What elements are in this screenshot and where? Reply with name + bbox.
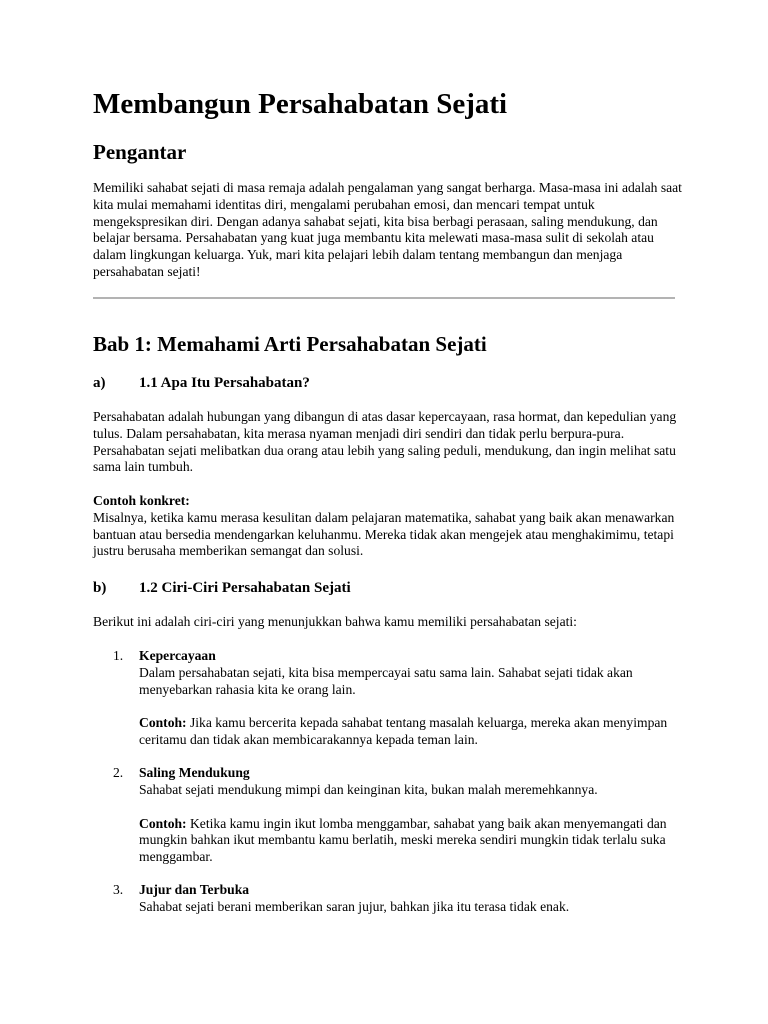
list-spacer	[93, 866, 683, 882]
traits-list	[93, 648, 683, 916]
example-label: Contoh:	[139, 715, 187, 731]
list-item-example	[139, 816, 683, 866]
horizontal-divider	[93, 297, 675, 299]
list-item-title: Kepercayaan	[139, 648, 216, 663]
section-b-title: 1.2 Ciri-Ciri Persahabatan Sejati	[139, 580, 351, 596]
list-item	[93, 882, 683, 916]
example-text: Ketika kamu ingin ikut lomba menggambar, sahabat yang baik akan menyemangati dan mungkin bahkan ikut membantu kamu berlatih, meski mereka sendiri mungkin tidak terlalu suka menggambar.	[139, 815, 667, 865]
example-text: Misalnya, ketika kamu merasa kesulitan dalam pelajaran matematika, sahabat yang baik akan menawarkan bantuan atau bersedia mendengarkan keluhanmu. Mereka tidak akan mengejek atau menghakimimu, tetapi justru berusaha memberikan semangat dan solusi.	[93, 509, 675, 559]
example-text: Jika kamu bercerita kepada sahabat tentang masalah keluarga, mereka akan menyimpan ceritamu dan tidak akan membicarakannya kepada teman lain.	[139, 715, 668, 747]
list-item-title: Jujur dan Terbuka	[139, 882, 250, 898]
example-label: Contoh:	[139, 815, 187, 831]
example-label: Contoh konkret:	[93, 493, 190, 508]
list-item-number: 2.	[113, 765, 124, 781]
section-b-marker: b)	[93, 580, 107, 596]
list-item-number: 1.	[113, 648, 124, 663]
intro-paragraph: Memiliki sahabat sejati di masa remaja adalah pengalaman yang sangat berharga. Masa-masa ini adalah saat kita mulai memahami identitas diri, mengalami perubahan emosi, dan mencari tempat untuk mengekspresikan diri. Dengan adanya sahabat sejati, kita bisa berbagi perasaan, saling mendukung, dan belajar bersama. Persahabatan yang kuat juga membantu kita melewati masa-masa sulit di sekolah atau dalam lingkungan keluarga. Yuk, mari kita pelajari lebih dalam tentang membangun dan menjaga persahabatan sejati!	[93, 180, 682, 279]
list-item	[93, 765, 683, 866]
chapter-1-heading: Bab 1: Memahami Arti Persahabatan Sejati	[93, 332, 487, 356]
section-a-marker: a)	[93, 375, 106, 391]
list-item	[93, 648, 683, 749]
document-title: Membangun Persahabatan Sejati	[93, 88, 508, 120]
list-item-title: Saling Mendukung	[139, 765, 250, 781]
section-a-heading	[93, 373, 310, 393]
list-spacer	[93, 749, 683, 765]
list-item-example	[139, 715, 683, 749]
list-item-description: Dalam persahabatan sejati, kita bisa mempercayai satu sama lain. Sahabat sejati tidak akan menyebarkan rahasia kita ke orang lain.	[139, 664, 633, 697]
list-item-number: 3.	[113, 882, 124, 898]
section-a-example	[93, 493, 683, 560]
section-b-paragraph: Berikut ini adalah ciri-ciri yang menunjukkan bahwa kamu memiliki persahabatan sejati:	[93, 614, 577, 629]
intro-heading: Pengantar	[93, 140, 187, 164]
list-item-description: Sahabat sejati berani memberikan saran jujur, bahkan jika itu terasa tidak enak.	[139, 899, 570, 915]
list-item-description: Sahabat sejati mendukung mimpi dan keinginan kita, bukan malah meremehkannya.	[139, 781, 598, 797]
section-a-paragraph: Persahabatan adalah hubungan yang dibangun di atas dasar kepercayaan, rasa hormat, dan kepedulian yang tulus. Dalam persahabatan, kita merasa nyaman menjadi diri sendiri dan tidak perlu berpura-pura. Persahabatan sejati melibatkan dua orang atau lebih yang saling peduli, mendukung, dan ingin melihat satu sama lain tumbuh.	[93, 409, 677, 475]
section-b-heading	[93, 578, 351, 598]
section-a-title: 1.1 Apa Itu Persahabatan?	[139, 375, 310, 391]
